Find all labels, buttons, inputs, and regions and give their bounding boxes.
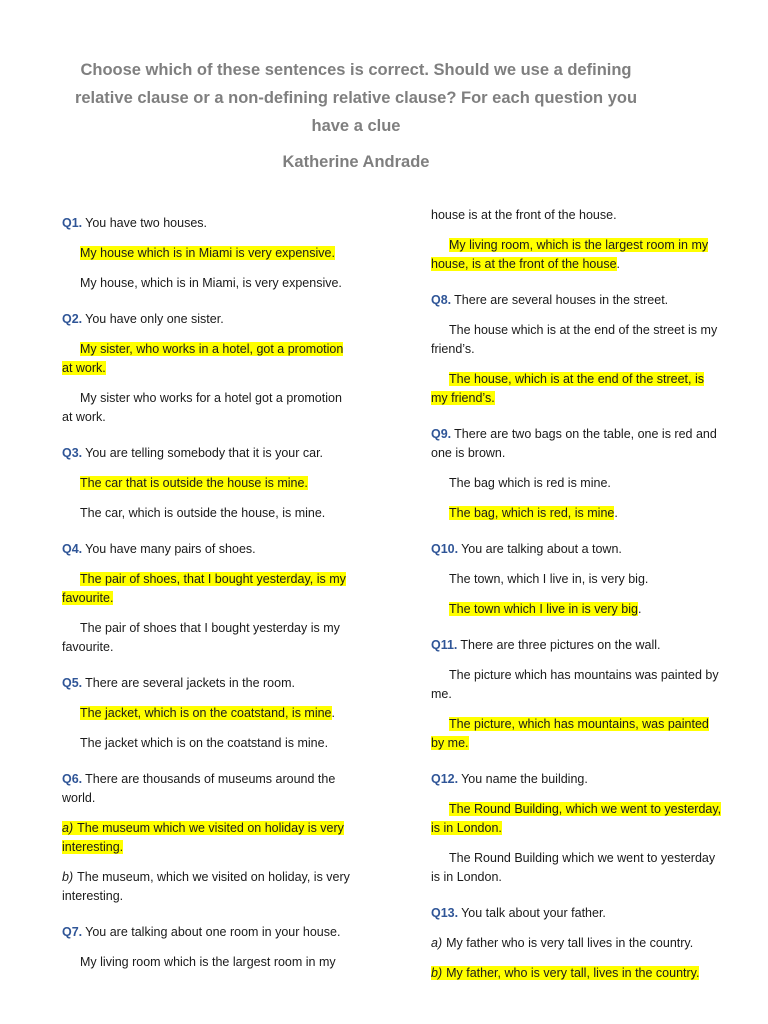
instruction-line-1: Choose which of these sentences is correct. Should we use a defining xyxy=(80,61,632,79)
highlighted-answer: The car that is outside the house is mine. xyxy=(80,476,308,490)
highlighted-answer: My sister, who works in a hotel, got a promotion at work. xyxy=(62,342,344,375)
question-q11 xyxy=(431,636,723,655)
option-q2-b: My sister who works for a hotel got a promotion at work. xyxy=(62,391,342,424)
question-clue: You have two houses. xyxy=(85,216,208,230)
question-clue: You are telling somebody that it is your car. xyxy=(85,446,324,460)
question-q8 xyxy=(431,291,723,310)
question-q10 xyxy=(431,540,723,559)
option-q13-a xyxy=(431,934,723,953)
question-clue: There are three pictures on the wall. xyxy=(460,638,661,652)
question-q13 xyxy=(431,904,723,923)
right-column xyxy=(431,206,723,983)
option-q3-b: The car, which is outside the house, is mine. xyxy=(80,506,326,520)
option-q8-b xyxy=(431,370,723,408)
highlighted-answer: The house, which is at the end of the street, is my friend’s. xyxy=(431,372,705,405)
question-number: Q7. xyxy=(62,925,83,939)
question-number: Q1. xyxy=(62,216,83,230)
option-q7-a-continued: house is at the front of the house. xyxy=(431,208,617,222)
question-clue: There are two bags on the table, one is red and one is brown. xyxy=(431,427,717,460)
option-q5-b: The jacket which is on the coatstand is mine. xyxy=(80,736,329,750)
highlighted-answer: The bag, which is red, is mine xyxy=(449,506,615,520)
question-number: Q3. xyxy=(62,446,83,460)
question-number: Q5. xyxy=(62,676,83,690)
question-clue: You have many pairs of shoes. xyxy=(85,542,256,556)
option-label: b) xyxy=(431,966,443,980)
option-q5-a xyxy=(62,704,352,723)
option-q12-b: The Round Building which we went to yesterday is in London. xyxy=(431,851,716,884)
option-q9-a: The bag which is red is mine. xyxy=(449,476,611,490)
period: . xyxy=(637,602,642,616)
instruction-line-2: relative clause or a non-defining relative clause? For each question you xyxy=(74,89,638,107)
period: . xyxy=(616,257,621,271)
option-q10-a: The town, which I live in, is very big. xyxy=(449,572,649,586)
question-clue: You are talking about a town. xyxy=(461,542,622,556)
question-clue: You name the building. xyxy=(461,772,588,786)
question-number: Q9. xyxy=(431,427,452,441)
question-q7 xyxy=(62,923,352,942)
highlighted-answer xyxy=(431,966,699,980)
option-q6-b xyxy=(62,868,352,906)
highlighted-answer: My living room, which is the largest room in my house, is at the front of the house xyxy=(431,238,709,271)
option-text: The museum, which we visited on holiday, is very interesting. xyxy=(62,870,350,903)
option-text: My father, who is very tall, lives in the country. xyxy=(446,966,700,980)
question-number: Q12. xyxy=(431,772,459,786)
question-number: Q4. xyxy=(62,542,83,556)
option-q8-a: The house which is at the end of the street is my friend’s. xyxy=(431,323,718,356)
option-q1-b: My house, which is in Miami, is very expensive. xyxy=(80,276,342,290)
question-q3 xyxy=(62,444,352,463)
question-q9 xyxy=(431,425,723,463)
question-q2 xyxy=(62,310,352,329)
highlighted-answer: The jacket, which is on the coatstand, is mine xyxy=(80,706,332,720)
option-q10-b xyxy=(431,600,723,619)
highlighted-answer: The Round Building, which we went to yesterday, is in London. xyxy=(431,802,722,835)
question-q1 xyxy=(62,214,352,233)
author-name: Katherine Andrade xyxy=(282,153,430,171)
option-q6-a xyxy=(62,819,352,857)
highlighted-answer: The pair of shoes, that I bought yesterday, is my favourite. xyxy=(62,572,346,605)
option-label: a) xyxy=(431,936,443,950)
option-q4-b: The pair of shoes that I bought yesterday is my favourite. xyxy=(62,621,340,654)
option-text: My father who is very tall lives in the country. xyxy=(446,936,694,950)
question-q12 xyxy=(431,770,723,789)
question-clue: There are thousands of museums around the world. xyxy=(62,772,336,805)
highlighted-answer: My house which is in Miami is very expensive. xyxy=(80,246,335,260)
option-q7-b xyxy=(431,236,723,274)
option-q11-b xyxy=(431,715,723,753)
option-q9-b xyxy=(431,504,723,523)
option-q3-a xyxy=(62,474,352,493)
question-clue: You talk about your father. xyxy=(461,906,606,920)
question-number: Q11. xyxy=(431,638,458,652)
question-clue: There are several jackets in the room. xyxy=(85,676,295,690)
question-q6 xyxy=(62,770,352,808)
question-q4 xyxy=(62,540,352,559)
option-text: The museum which we visited on holiday is very interesting. xyxy=(62,821,344,854)
question-clue: You are talking about one room in your house. xyxy=(85,925,341,939)
question-number: Q6. xyxy=(62,772,83,786)
question-number: Q8. xyxy=(431,293,452,307)
option-label: b) xyxy=(62,870,74,884)
option-q12-a xyxy=(431,800,723,838)
option-q13-b xyxy=(431,964,723,983)
option-q11-a: The picture which has mountains was painted by me. xyxy=(431,668,719,701)
instruction-line-3: have a clue xyxy=(311,117,401,135)
question-number: Q10. xyxy=(431,542,459,556)
option-label: a) xyxy=(62,821,74,835)
question-number: Q13. xyxy=(431,906,459,920)
question-clue: There are several houses in the street. xyxy=(454,293,669,307)
option-q4-a xyxy=(62,570,352,608)
worksheet-header xyxy=(0,56,712,176)
question-number: Q2. xyxy=(62,312,83,326)
option-q1-a xyxy=(62,244,352,263)
highlighted-answer: The town which I live in is very big xyxy=(449,602,638,616)
question-q5 xyxy=(62,674,352,693)
left-column xyxy=(62,214,352,972)
highlighted-answer xyxy=(62,821,344,854)
option-q2-a xyxy=(62,340,352,378)
question-clue: You have only one sister. xyxy=(85,312,224,326)
period: . xyxy=(614,506,618,520)
option-q7-a: My living room which is the largest room in my xyxy=(80,955,336,969)
highlighted-answer: The picture, which has mountains, was painted by me. xyxy=(431,717,709,750)
period: . xyxy=(331,706,335,720)
